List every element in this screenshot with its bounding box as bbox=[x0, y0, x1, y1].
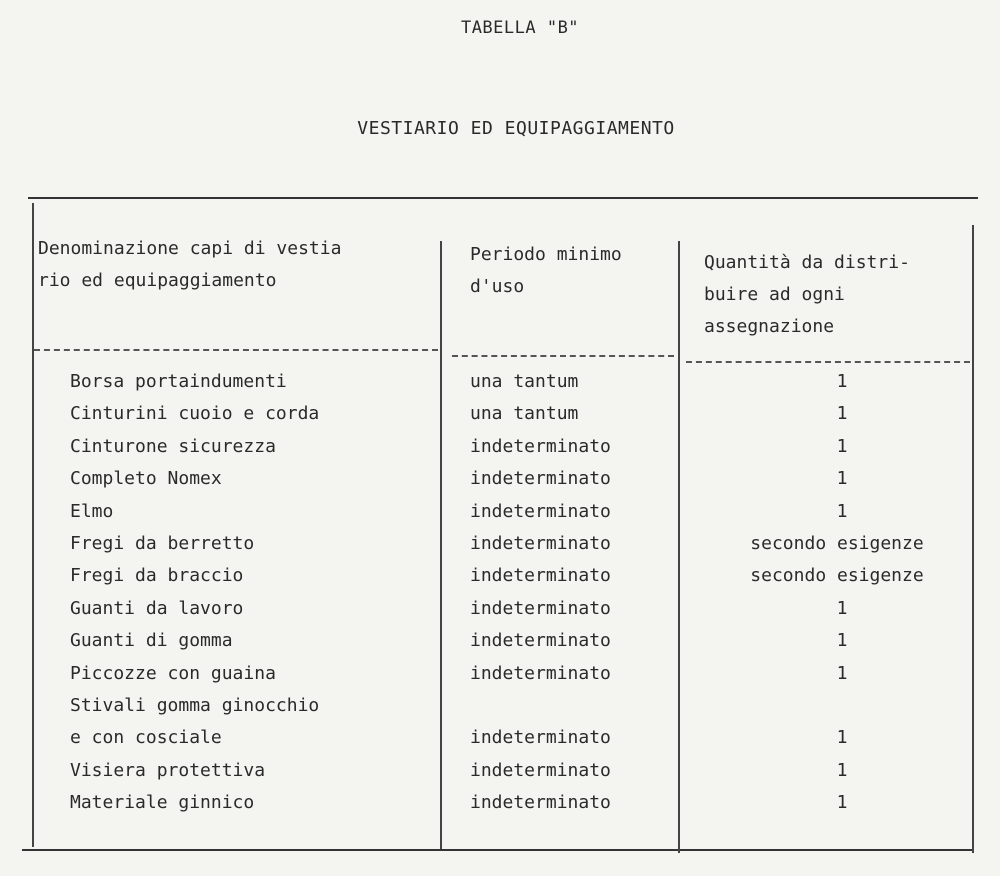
row-period: indeterminato bbox=[470, 435, 611, 457]
row-period: indeterminato bbox=[470, 662, 611, 684]
header-period-line-2: d'uso bbox=[470, 276, 525, 297]
column-name bbox=[70, 366, 440, 819]
row-quantity: 1 bbox=[836, 500, 848, 522]
row-name: Stivali gomma ginocchio bbox=[70, 694, 320, 716]
row-name: Guanti da lavoro bbox=[70, 597, 244, 619]
table-bottom-rule bbox=[22, 849, 974, 851]
row-name: Fregi da berretto bbox=[70, 532, 255, 554]
header-quantity-line-1: Quantità da distri- bbox=[704, 252, 910, 273]
document-title: TABELLA "B" bbox=[460, 18, 580, 38]
row-name: Fregi da braccio bbox=[70, 565, 244, 587]
row-name: Materiale ginnico bbox=[70, 792, 255, 814]
column-period bbox=[470, 366, 680, 819]
row-quantity: 1 bbox=[836, 759, 848, 781]
header-separator-3 bbox=[686, 361, 970, 363]
column-divider-1 bbox=[440, 241, 442, 849]
header-quantity-line-2: buire ad ogni bbox=[704, 284, 845, 305]
row-quantity: 1 bbox=[836, 727, 848, 749]
column-quantity bbox=[702, 366, 972, 819]
header-name-line-2: rio ed equipaggiamento bbox=[38, 270, 277, 291]
row-period: indeterminato bbox=[470, 565, 611, 587]
header-separator-2 bbox=[452, 355, 674, 357]
row-quantity: secondo esigenze bbox=[750, 532, 924, 554]
row-quantity: 1 bbox=[836, 403, 848, 425]
row-name: Borsa portaindumenti bbox=[70, 371, 287, 392]
table-top-rule bbox=[28, 197, 978, 199]
row-period: indeterminato bbox=[470, 792, 611, 814]
row-name: Cinturini cuoio e corda bbox=[70, 403, 320, 425]
row-quantity: 1 bbox=[836, 630, 848, 652]
row-name: Piccozze con guaina bbox=[70, 662, 276, 684]
row-quantity: 1 bbox=[836, 371, 848, 392]
row-period: indeterminato bbox=[470, 597, 611, 619]
header-name bbox=[38, 233, 341, 297]
equipment-table bbox=[22, 195, 980, 855]
row-quantity: secondo esigenze bbox=[750, 565, 924, 587]
column-divider-right bbox=[972, 225, 974, 853]
row-name: Visiera protettiva bbox=[70, 759, 266, 781]
row-name: e con cosciale bbox=[70, 727, 222, 749]
row-quantity: 1 bbox=[836, 468, 848, 490]
row-period bbox=[470, 690, 680, 722]
row-quantity: 1 bbox=[836, 662, 848, 684]
row-quantity: 1 bbox=[836, 435, 848, 457]
row-name: Completo Nomex bbox=[70, 468, 222, 490]
row-name: Elmo bbox=[70, 500, 114, 522]
row-quantity bbox=[702, 690, 972, 722]
row-period: una tantum bbox=[470, 371, 579, 392]
row-period: una tantum bbox=[470, 403, 579, 425]
header-period bbox=[470, 239, 622, 303]
row-period: indeterminato bbox=[470, 500, 611, 522]
row-period: indeterminato bbox=[470, 759, 611, 781]
row-period: indeterminato bbox=[470, 630, 611, 652]
row-quantity: 1 bbox=[836, 597, 848, 619]
row-period: indeterminato bbox=[470, 532, 611, 554]
row-name: Guanti di gomma bbox=[70, 630, 233, 652]
header-separator-1 bbox=[34, 349, 438, 351]
header-quantity bbox=[704, 247, 910, 343]
row-quantity: 1 bbox=[836, 792, 848, 814]
row-name: Cinturone sicurezza bbox=[70, 435, 276, 457]
column-divider-left bbox=[32, 203, 34, 847]
row-period: indeterminato bbox=[470, 727, 611, 749]
header-name-line-1: Denominazione capi di vestia bbox=[38, 238, 342, 259]
header-quantity-line-3: assegnazione bbox=[704, 316, 835, 337]
row-period: indeterminato bbox=[470, 468, 611, 490]
document-subtitle: VESTIARIO ED EQUIPAGGIAMENTO bbox=[357, 118, 675, 139]
header-period-line-1: Periodo minimo bbox=[470, 244, 622, 265]
